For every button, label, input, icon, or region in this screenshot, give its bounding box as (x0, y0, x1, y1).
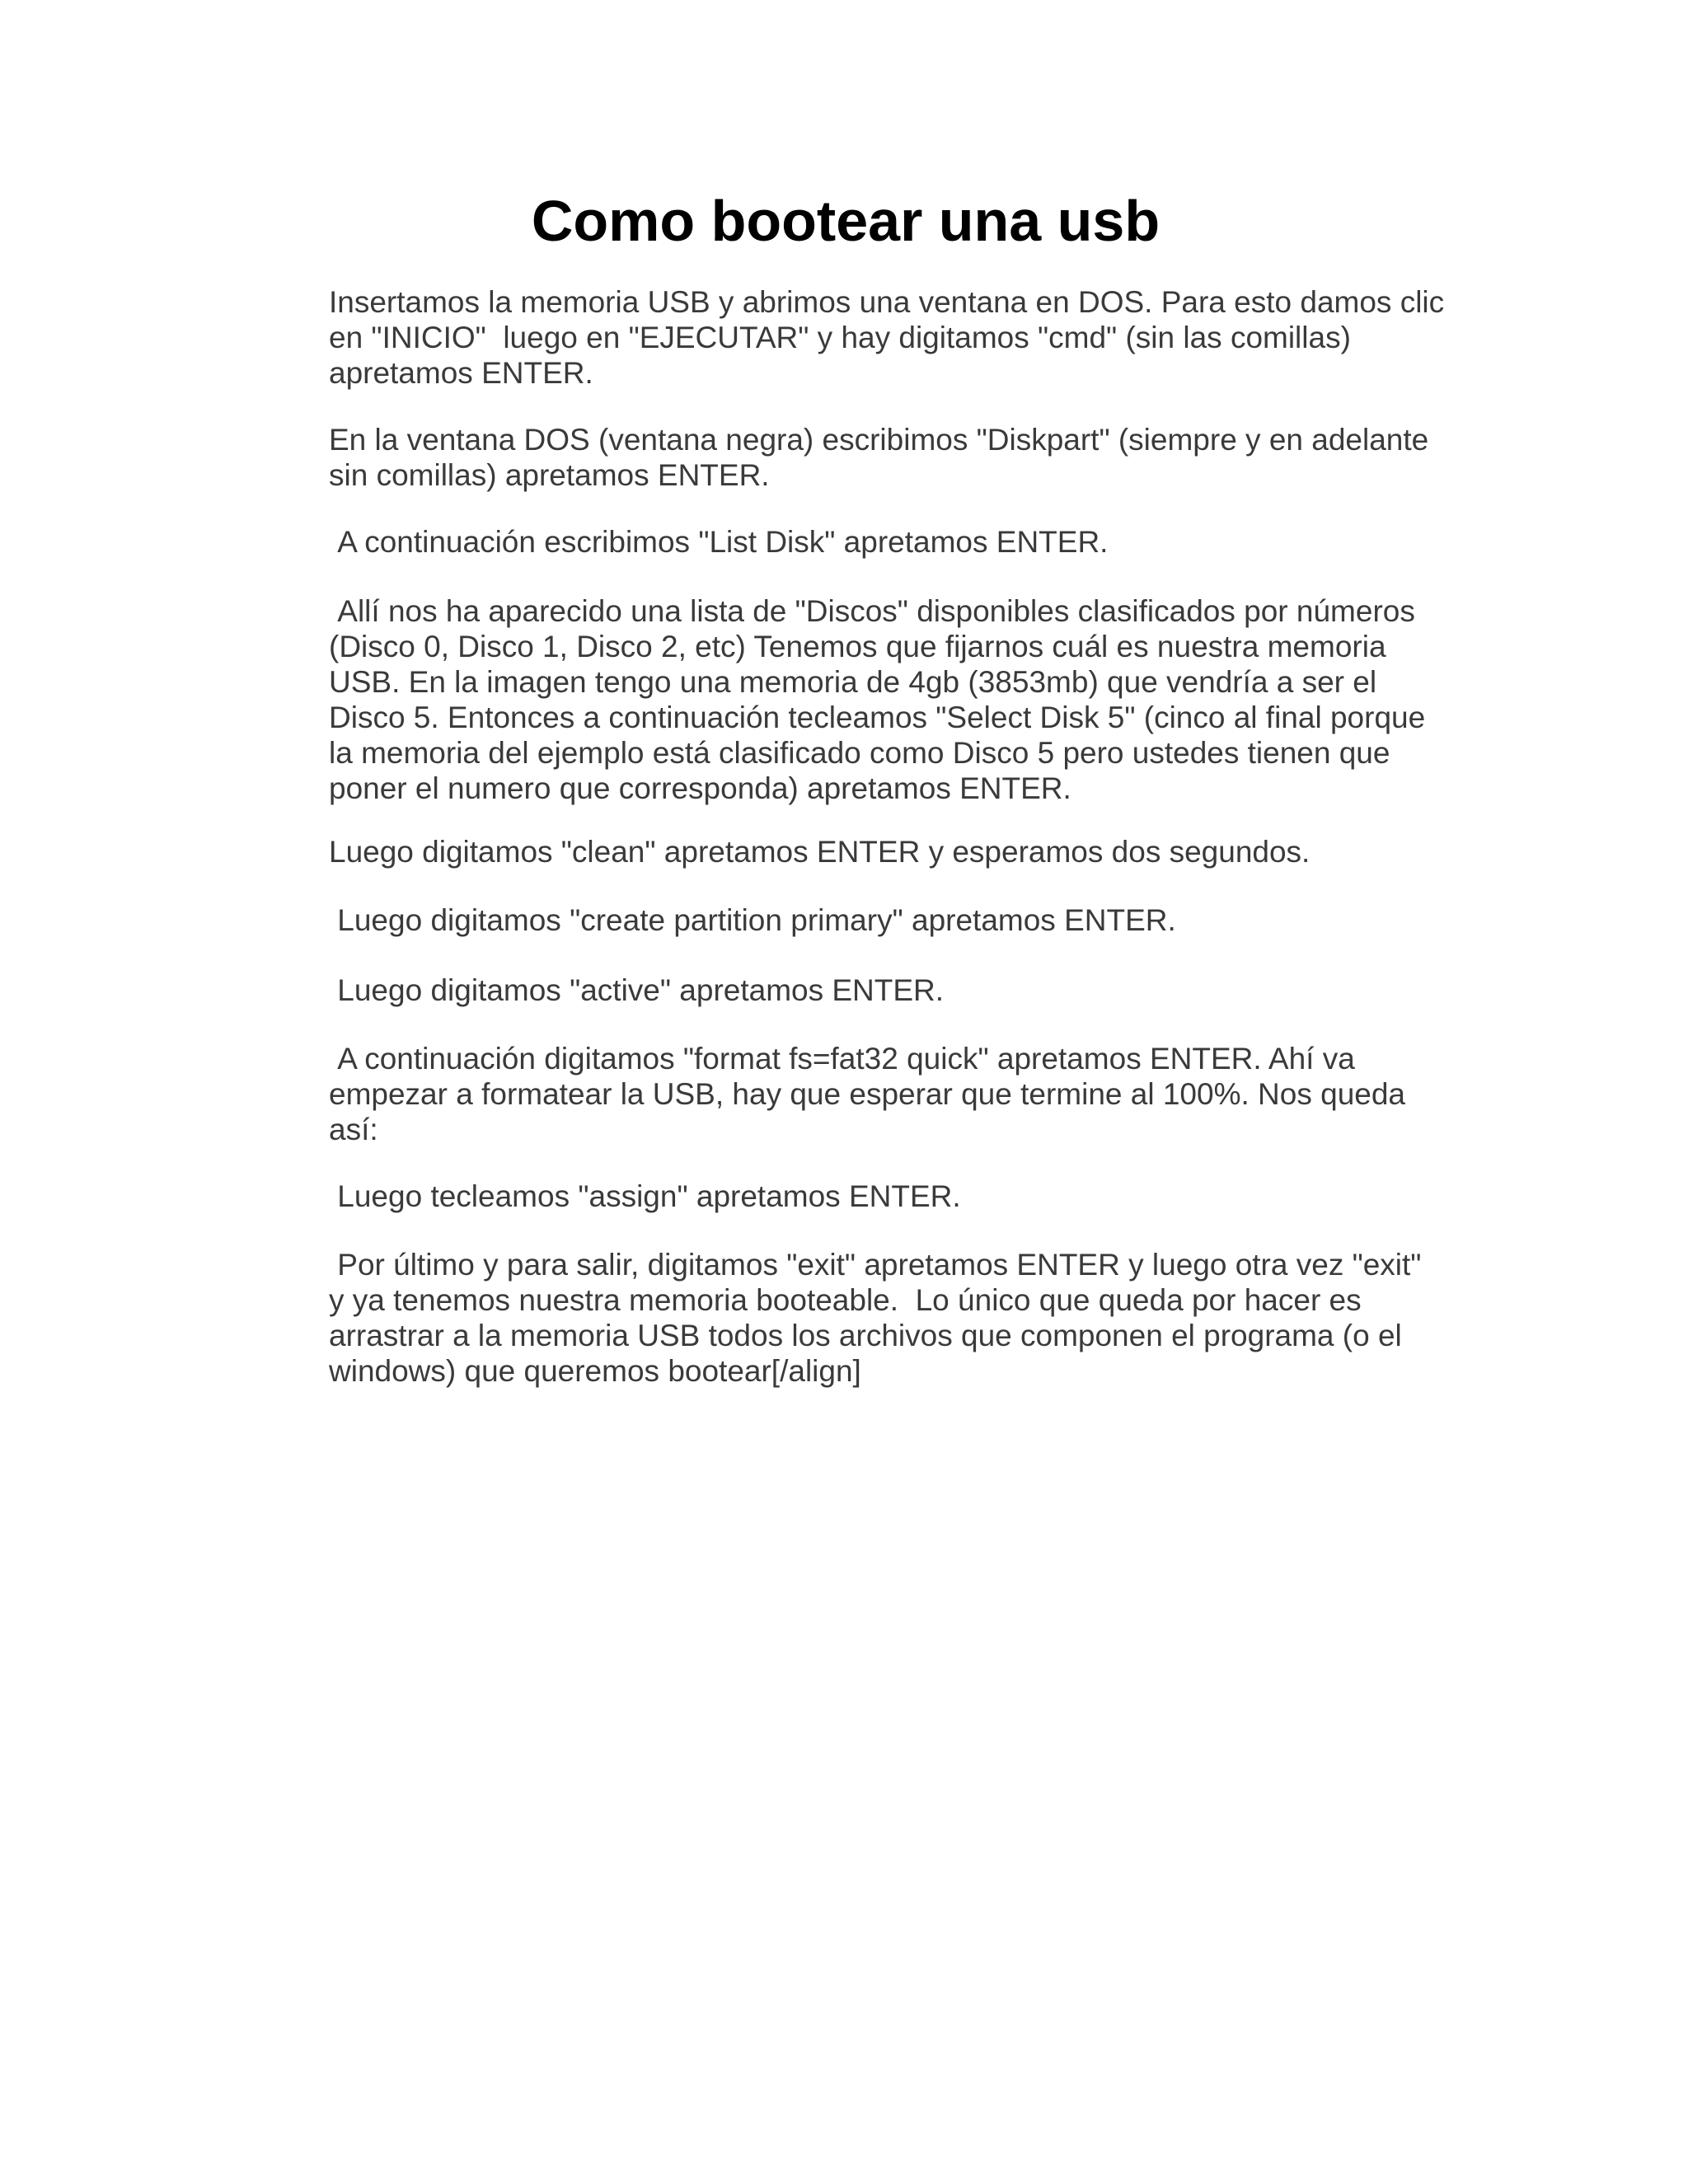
paragraph-insert-usb: Insertamos la memoria USB y abrimos una ventana en DOS. Para esto damos clic en "INICIO" luego en "EJECUTAR" y hay digitamos "cmd" (sin las comillas) apretamos ENTER. (329, 285, 1453, 390)
paragraph-diskpart: En la ventana DOS (ventana negra) escribimos "Diskpart" (siempre y en adelante sin comillas) apretamos ENTER. (329, 423, 1437, 492)
paragraph-select-disk: Allí nos ha aparecido una lista de "Discos" disponibles clasificados por números (Disco 0, Disco 1, Disco 2, etc) Tenemos que fijarnos cuál es nuestra memoria USB. En la imagen tengo una memoria de 4gb (3853mb) que vendría a ser el Disco 5. Entonces a continuación tecleamos "Select Disk 5" (cinco al final porque la memoria del ejemplo está clasificado como Disco 5 pero ustedes tienen que poner el numero que corresponda) apretamos ENTER. (329, 594, 1434, 805)
paragraph-assign: Luego tecleamos "assign" apretamos ENTER. (329, 1179, 961, 1213)
paragraph-create-partition: Luego digitamos "create partition primary" apretamos ENTER. (329, 903, 1176, 937)
paragraph-clean: Luego digitamos "clean" apretamos ENTER y esperamos dos segundos. (329, 835, 1311, 869)
paragraph-active: Luego digitamos "active" apretamos ENTER. (329, 973, 945, 1007)
page-title (0, 186, 1688, 255)
page-title-text: Como bootear una usb (531, 189, 1160, 253)
paragraph-format: A continuación digitamos "format fs=fat32 quick" apretamos ENTER. Ahí va empezar a formatear la USB, hay que esperar que termine al 100%. Nos queda así: (329, 1042, 1414, 1146)
paragraph-list-disk: A continuación escribimos "List Disk" apretamos ENTER. (329, 525, 1109, 559)
paragraph-exit: Por último y para salir, digitamos "exit" apretamos ENTER y luego otra vez "exit" y ya tenemos nuestra memoria booteable. Lo único que queda por hacer es arrastrar a la memoria USB todos los archivos que componen el programa (o el windows) que queremos bootear[/align] (329, 1248, 1439, 1388)
